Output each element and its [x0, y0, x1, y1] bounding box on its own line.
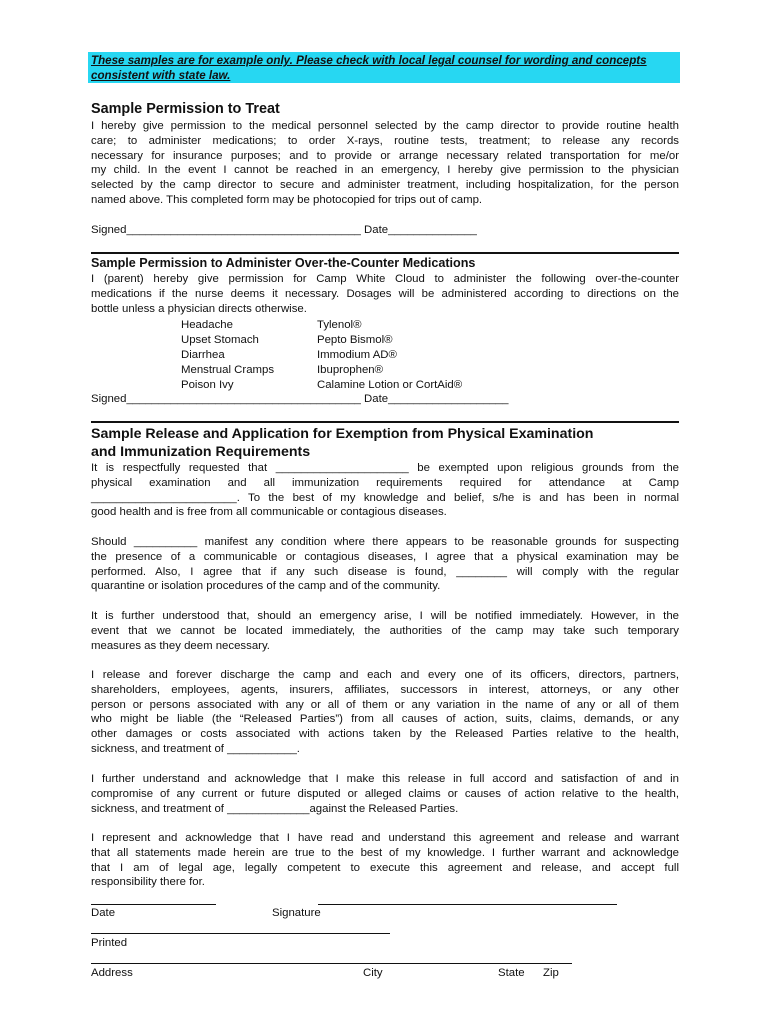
- treat-body-line: named above. This completed form may be photocopied for trips out of camp.: [91, 193, 483, 206]
- release-p1-line: good health and is free from all communicable or contagious diseases.: [91, 506, 447, 519]
- release-p3-line: measures as they deem necessary.: [91, 639, 270, 652]
- medication-symptom: Headache: [181, 319, 233, 331]
- treat-signed-line: Signed_____________________________________ Date______________: [91, 224, 477, 236]
- release-paragraph-4: [91, 668, 679, 757]
- otc-body-line: medications if the nurse deems it necessary. Dosages will be administered according to directions on the: [91, 287, 679, 300]
- medication-symptom: Diarrhea: [181, 349, 225, 361]
- release-p2-line: the presence of a communicable or contagious diseases, I agree that a physical examination may be: [91, 550, 679, 563]
- medication-symptom: Poison Ivy: [181, 379, 234, 391]
- release-title-line1: Sample Release and Application for Exemption from Physical Examination: [91, 426, 594, 442]
- printed-blank-line: [91, 933, 390, 934]
- medication-drug: Calamine Lotion or CortAid®: [317, 379, 463, 391]
- otc-body: [91, 272, 679, 316]
- address-blank-line: [91, 963, 572, 964]
- address-label: Address: [91, 967, 133, 979]
- release-p2-line: quarantine or isolation procedures of the camp and of the community.: [91, 580, 441, 593]
- treat-body-line: I hereby give permission to the medical personnel selected by the camp director to provide routine health: [91, 120, 679, 132]
- release-p6-line: that I am of legal age, legally competent to execute this agreement and release, and accept full: [91, 861, 679, 874]
- release-paragraph-3: [91, 609, 679, 653]
- release-p4-line: other damages or costs associated with actions taken by the Released Parties relative to the health,: [91, 728, 679, 741]
- release-p3-line: event that we cannot be located immediately, the authorities of the camp may take such temporary: [91, 624, 679, 637]
- treat-body-line: selected by the camp director to secure and administer treatment, including hospitalization, for the person: [91, 179, 679, 192]
- medication-symptom: Upset Stomach: [181, 334, 259, 346]
- release-p4-line: sickness, and treatment of ___________.: [91, 742, 300, 755]
- release-paragraph-2: [91, 535, 679, 594]
- release-section: [91, 425, 679, 461]
- otc-title: Sample Permission to Administer Over-the-Counter Medications: [91, 256, 476, 270]
- release-p4-line: person or persons associated with any or all of them or any variation in the name of any or all of them: [91, 698, 679, 711]
- treat-title: Sample Permission to Treat: [91, 101, 280, 117]
- treat-body: [91, 119, 679, 208]
- otc-signed-line: Signed_____________________________________ Date___________________: [91, 393, 509, 405]
- release-p6-line: that all statements made herein are true to the best of my knowledge. I further warrant and acknowledge: [91, 846, 679, 859]
- medication-drug: Tylenol®: [317, 319, 362, 331]
- release-paragraph-5: [91, 772, 679, 816]
- otc-section: [91, 256, 679, 272]
- release-p3-line: It is further understood that, should an emergency arise, I will be notified immediately. However, in the: [91, 610, 679, 622]
- medication-symptom: Menstrual Cramps: [181, 364, 275, 376]
- section-divider: [91, 421, 679, 423]
- medication-drug: Ibuprophen®: [317, 364, 384, 376]
- medication-row: [181, 363, 601, 378]
- release-p2-line: Should __________ manifest any condition where there appears to be reasonable grounds for suspecting: [91, 536, 679, 548]
- release-p4-line: I release and forever discharge the camp and each and every one of its officers, directors, partners,: [91, 669, 679, 681]
- medication-drug: Immodium AD®: [317, 349, 397, 361]
- treat-section: [91, 100, 679, 118]
- release-p1-line: It is respectfully requested that _____________________ be exempted upon religious grounds from the: [91, 462, 679, 474]
- release-p6-line: I represent and acknowledge that I have read and understand this agreement and release and warrant: [91, 832, 679, 844]
- release-title-line2: and Immunization Requirements: [91, 444, 311, 460]
- date-blank-line: [91, 904, 216, 905]
- release-p5-line: I further understand and acknowledge that I make this release in full accord and satisfaction of and in: [91, 773, 679, 785]
- date-label: Date: [91, 907, 116, 919]
- release-paragraph-1: [91, 461, 679, 520]
- printed-label: Printed: [91, 937, 128, 949]
- treat-body-line: necessary for insurance purposes; and to provide or arrange necessary related transportation for me/or: [91, 149, 679, 162]
- signature-blank-line: [318, 904, 617, 905]
- treat-body-line: my child. In the event I cannot be reached in an emergency, I hereby give permission to the physician: [91, 164, 679, 177]
- release-p5-line: sickness, and treatment of _____________against the Released Parties.: [91, 802, 459, 815]
- release-p4-line: who might be liable (the “Released Parties”) from all causes of action, suits, claims, demands, or any: [91, 713, 679, 726]
- city-label: City: [363, 967, 383, 979]
- treat-body-line: care; to administer medications; to order X-rays, routine tests, treatment; to release any records: [91, 134, 679, 147]
- otc-body-line: I (parent) hereby give permission for Camp White Cloud to administer the following over-the-counter: [91, 273, 679, 285]
- release-p4-line: shareholders, employees, agents, insurers, affiliates, successors in interest, attorneys, or any other: [91, 683, 679, 696]
- release-p1-line: physical examination and all immunization requirements required for attendance at Camp: [91, 476, 679, 489]
- release-p6-line: responsibility there for.: [91, 876, 205, 889]
- medication-row: [181, 318, 601, 333]
- medication-drug: Pepto Bismol®: [317, 334, 393, 346]
- release-p2-line: performed. Also, I agree that if any such disease is found, ________ will comply with the regular: [91, 565, 679, 578]
- signature-label: Signature: [272, 907, 321, 919]
- medication-row: [181, 378, 601, 393]
- medication-row: [181, 348, 601, 363]
- release-p1-line: _______________________. To the best of my knowledge and belief, s/he is and has been in normal: [91, 491, 679, 504]
- otc-body-line: bottle unless a physician directs otherwise.: [91, 302, 307, 315]
- legal-notice-banner: These samples are for example only. Please check with local legal counsel for wording and concepts consistent with state law.: [88, 52, 680, 83]
- release-paragraph-6: [91, 831, 679, 890]
- medication-row: [181, 333, 601, 348]
- release-p5-line: compromise of any current or future disputed or alleged claims or causes of action relative to the health,: [91, 787, 679, 800]
- state-label: State: [498, 967, 525, 979]
- zip-label: Zip: [543, 967, 559, 979]
- section-divider: [91, 252, 679, 254]
